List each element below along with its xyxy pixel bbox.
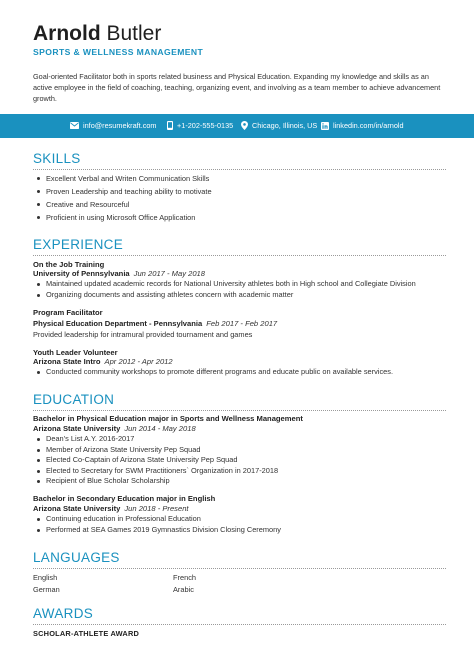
education-heading: EDUCATION	[33, 392, 115, 407]
education-bullet: Dean's List A.Y. 2016-2017	[33, 434, 453, 445]
phone-text: +1-202-555-0135	[177, 121, 234, 130]
contact-bar	[0, 114, 474, 138]
education-bullet: Performed at SEA Games 2019 Gymnastics Division Closing Ceremony	[33, 525, 453, 536]
skills-list	[33, 172, 453, 224]
candidate-name	[33, 22, 161, 46]
languages-divider	[33, 568, 446, 569]
job-bullet: Organizing documents and assisting athletes concern with academic matter	[33, 290, 453, 301]
skill-item: Creative and Resourceful	[33, 198, 453, 211]
awards-divider	[33, 624, 446, 625]
job-org-line	[33, 269, 205, 278]
job-headline: SPORTS & WELLNESS MANAGEMENT	[33, 47, 204, 57]
experience-heading: EXPERIENCE	[33, 237, 124, 252]
skill-item: Proficient in using Microsoft Office Application	[33, 211, 453, 224]
skill-item: Proven Leadership and teaching ability to motivate	[33, 185, 453, 198]
awards-heading: AWARDS	[33, 606, 94, 621]
linkedin-text: linkedin.com/in/arnold	[333, 121, 404, 130]
language-item: French	[173, 573, 197, 582]
degree-title: Bachelor in Physical Education major in Sports and Wellness Management	[33, 414, 303, 423]
school-dates: Jun 2018 - Present	[124, 504, 189, 513]
education-bullet: Recipient of Blue Scholar Scholarship	[33, 476, 453, 487]
location-pin-icon	[241, 121, 248, 130]
education-bullet: Elected Co-Captain of Arizona State University Pep Squad	[33, 455, 453, 466]
education-divider	[33, 410, 446, 411]
job-dates: Feb 2017 - Feb 2017	[206, 319, 278, 328]
phone-icon	[167, 121, 173, 130]
education-bullets	[33, 514, 453, 535]
job-bullets	[33, 279, 453, 300]
email-text: info@resumekraft.com	[83, 121, 157, 130]
language-item: German	[33, 585, 60, 594]
contact-location	[241, 121, 317, 130]
education-bullet: Continuing education in Professional Education	[33, 514, 453, 525]
skills-heading: SKILLS	[33, 151, 81, 166]
job-bullets	[33, 367, 453, 378]
language-item: Arabic	[173, 585, 194, 594]
job-org: Arizona State Intro	[33, 357, 101, 366]
skills-divider	[33, 169, 446, 170]
job-org: University of Pennsylvania	[33, 269, 130, 278]
job-org: Physical Education Department - Pennsylvania	[33, 319, 203, 328]
school-line	[33, 504, 189, 513]
skill-item: Excellent Verbal and Writen Communication Skills	[33, 172, 453, 185]
job-dates: Jun 2017 - May 2018	[133, 269, 205, 278]
languages-heading: LANGUAGES	[33, 550, 120, 565]
contact-phone[interactable]	[167, 121, 233, 130]
education-bullet: Elected to Secretary for SWM Practitioners` Organization in 2017-2018	[33, 466, 453, 477]
job-bullet: Maintained updated academic records for National University athletes both in High school and Collegiate Division	[33, 279, 453, 290]
location-text: Chicago, Illinois, US	[252, 121, 318, 130]
contact-email[interactable]	[70, 121, 157, 130]
job-title: Youth Leader Volunteer	[33, 348, 118, 357]
experience-divider	[33, 255, 446, 256]
award-item: SCHOLAR-ATHLETE AWARD	[33, 629, 140, 638]
job-org-line	[33, 319, 277, 328]
first-name: Arnold	[33, 22, 101, 45]
school-line	[33, 424, 196, 433]
school-name: Arizona State University	[33, 504, 121, 513]
summary-text: Goal-oriented Facilitator both in sports related business and Physical Education. Expanding my knowledge and skills as an active employee in the field of coaching, teaching, organizing event, and involving as a team member to achieve advancement growth.	[33, 72, 441, 103]
school-dates: Jun 2014 - May 2018	[124, 424, 196, 433]
degree-title: Bachelor in Secondary Education major in English	[33, 494, 216, 503]
job-org-line	[33, 357, 173, 366]
school-name: Arizona State University	[33, 424, 121, 433]
envelope-icon	[70, 122, 79, 129]
contact-linkedin[interactable]	[321, 121, 404, 130]
job-bullet: Conducted community workshops to promote different programs and educate public on available services.	[33, 367, 453, 378]
linkedin-icon	[321, 122, 329, 130]
job-dates: Apr 2012 - Apr 2012	[104, 357, 173, 366]
job-title: On the Job Training	[33, 260, 105, 269]
job-description: Provided leadership for intramural provided tournament and games	[33, 330, 253, 339]
job-title: Program Facilitator	[33, 308, 103, 317]
education-bullets	[33, 434, 453, 487]
last-name: Butler	[106, 22, 162, 45]
education-bullet: Member of Arizona State University Pep Squad	[33, 445, 453, 456]
language-item: English	[33, 573, 58, 582]
